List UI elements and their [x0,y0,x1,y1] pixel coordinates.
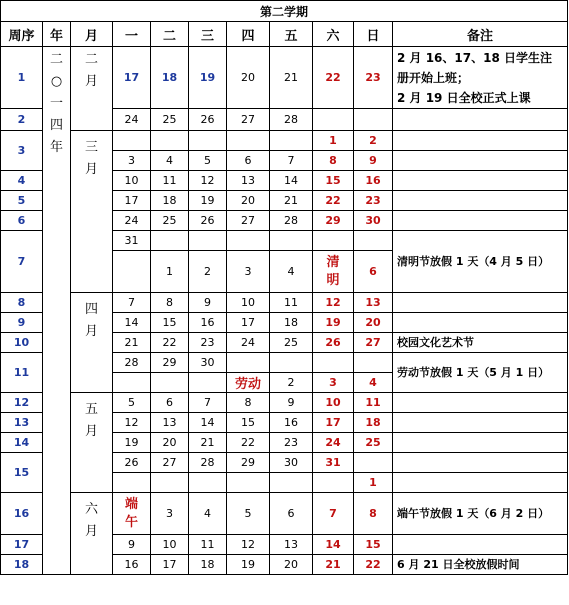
day-cell: 9 [189,293,227,313]
day-cell: 19 [189,47,227,109]
day-cell: 25 [354,433,393,453]
day-cell: 10 [313,393,354,413]
month-char: 月 [84,524,98,539]
note-w10: 校园文化艺术节 [393,333,568,353]
day-cell: 17 [227,313,270,333]
day-cell: 20 [227,191,270,211]
day-cell: 6 [354,251,393,293]
day-cell: 22 [313,47,354,109]
note-w16: 端午节放假 1 天（6 月 2 日） [393,493,568,535]
day-cell [354,231,393,251]
note-line: 册开始上班； [397,70,470,85]
table-row [1,393,568,413]
day-cell: 21 [270,47,313,109]
month-char: 月 [84,424,98,439]
week-number: 8 [1,293,43,313]
day-cell: 2 [270,373,313,393]
note-line: 2 月 19 日全校正式上课 [397,90,531,105]
note-empty [393,453,568,473]
day-cell [313,231,354,251]
day-cell: 19 [227,555,270,575]
note-empty [393,293,568,313]
month-char: 五 [84,402,98,417]
day-cell: 21 [270,191,313,211]
day-cell: 26 [313,333,354,353]
day-cell: 26 [189,109,227,131]
week-number: 14 [1,433,43,453]
day-cell: 17 [313,413,354,433]
week-number: 10 [1,333,43,353]
month-char: 月 [84,162,98,177]
day-cell: 29 [151,353,189,373]
week-number: 2 [1,109,43,131]
day-cell: 1 [354,473,393,493]
day-cell: 18 [270,313,313,333]
day-cell: 24 [113,211,151,231]
month-feb [71,47,113,131]
day-cell: 29 [313,211,354,231]
header-month: 月 [71,22,113,47]
day-cell: 24 [113,109,151,131]
day-cell: 24 [227,333,270,353]
day-cell [113,251,151,293]
day-cell: 26 [189,211,227,231]
day-cell: 14 [113,313,151,333]
day-cell: 6 [151,393,189,413]
day-cell: 10 [113,171,151,191]
day-cell: 12 [313,293,354,313]
header-mon: 一 [113,22,151,47]
week-number: 18 [1,555,43,575]
day-cell: 9 [113,535,151,555]
day-cell [227,353,270,373]
week-number: 3 [1,131,43,171]
day-cell: 13 [227,171,270,191]
day-cell: 30 [354,211,393,231]
day-cell: 4 [151,151,189,171]
day-cell: 16 [270,413,313,433]
day-cell: 15 [354,535,393,555]
day-cell: 22 [151,333,189,353]
day-cell: 11 [270,293,313,313]
day-cell: 27 [354,333,393,353]
note-empty [393,393,568,413]
header-wed: 三 [189,22,227,47]
day-cell: 15 [313,171,354,191]
day-cell: 8 [313,151,354,171]
day-cell: 20 [270,555,313,575]
day-cell: 23 [354,191,393,211]
day-cell: 14 [313,535,354,555]
day-cell: 11 [189,535,227,555]
table-row [1,493,568,535]
note-empty [393,313,568,333]
month-char: 六 [84,502,98,517]
day-cell [189,231,227,251]
week-number: 16 [1,493,43,535]
year-char: 四 [49,118,63,133]
week-number: 4 [1,171,43,191]
header-row [1,22,568,47]
day-cell: 18 [151,47,189,109]
table-row [1,293,568,313]
header-sat: 六 [313,22,354,47]
day-cell: 12 [189,171,227,191]
day-cell: 4 [189,493,227,535]
day-cell: 21 [189,433,227,453]
day-cell [227,473,270,493]
month-char: 三 [84,140,98,155]
week-number: 11 [1,353,43,393]
day-cell [270,131,313,151]
day-cell: 29 [227,453,270,473]
day-cell: 13 [354,293,393,313]
day-cell [189,373,227,393]
day-cell: 6 [227,151,270,171]
day-cell [113,131,151,151]
day-cell: 20 [151,433,189,453]
day-cell: 1 [151,251,189,293]
day-cell: 16 [189,313,227,333]
note-empty [393,151,568,171]
day-cell: 27 [227,211,270,231]
day-cell [151,131,189,151]
week-number: 17 [1,535,43,555]
day-cell: 26 [113,453,151,473]
header-week: 周序 [1,22,43,47]
day-cell: 3 [151,493,189,535]
day-cell: 8 [151,293,189,313]
day-cell: 7 [270,151,313,171]
week-number: 15 [1,453,43,493]
day-cell: 16 [113,555,151,575]
day-cell: 18 [189,555,227,575]
year-char: 一 [49,96,63,111]
week-number: 6 [1,211,43,231]
day-cell: 3 [113,151,151,171]
day-cell: 13 [270,535,313,555]
day-cell: 4 [354,373,393,393]
note-w18: 6 月 21 日全校放假时间 [393,555,568,575]
day-cell: 28 [189,453,227,473]
month-jun [71,493,113,575]
year-cell [43,47,71,575]
day-cell [189,473,227,493]
note-empty [393,473,568,493]
day-cell: 16 [354,171,393,191]
day-cell [313,353,354,373]
week-number: 12 [1,393,43,413]
day-cell [189,131,227,151]
week-number: 1 [1,47,43,109]
day-cell: 28 [270,211,313,231]
week-number: 5 [1,191,43,211]
day-cell: 3 [227,251,270,293]
day-cell [354,109,393,131]
week-number: 9 [1,313,43,333]
day-cell: 22 [313,191,354,211]
note-empty [393,131,568,151]
day-cell: 9 [354,151,393,171]
header-sun: 日 [354,22,393,47]
table-row [1,131,568,151]
header-fri: 五 [270,22,313,47]
day-cell: 2 [354,131,393,151]
day-cell [270,231,313,251]
day-cell [151,373,189,393]
day-cell [113,373,151,393]
day-cell: 2 [189,251,227,293]
day-cell [151,473,189,493]
day-cell: 27 [151,453,189,473]
month-char: 月 [84,324,98,339]
year-char: 二 [49,52,63,67]
week-number: 13 [1,413,43,433]
month-may [71,393,113,493]
day-cell: 18 [151,191,189,211]
day-cell: 7 [313,493,354,535]
day-cell: 30 [270,453,313,473]
day-cell: 20 [354,313,393,333]
day-cell: 3 [313,373,354,393]
day-cell: 19 [189,191,227,211]
day-cell: 12 [227,535,270,555]
day-cell: 31 [313,453,354,473]
day-cell: 5 [227,493,270,535]
day-cell: 22 [354,555,393,575]
day-cell: 8 [354,493,393,535]
day-cell: 端午 [113,493,151,535]
day-cell: 28 [270,109,313,131]
note-empty [393,109,568,131]
day-cell: 20 [227,47,270,109]
day-cell: 18 [354,413,393,433]
day-cell: 7 [113,293,151,313]
day-cell: 10 [227,293,270,313]
header-notes: 备注 [393,22,568,47]
day-cell: 23 [354,47,393,109]
note-w7: 清明节放假 1 天（4 月 5 日） [393,231,568,293]
day-cell: 15 [227,413,270,433]
day-cell [151,231,189,251]
note-line: 2 月 16、17、18 日学生注 [397,50,552,65]
note-empty [393,211,568,231]
day-cell: 11 [354,393,393,413]
day-cell: 12 [113,413,151,433]
day-cell: 21 [313,555,354,575]
day-cell: 9 [270,393,313,413]
day-cell: 10 [151,535,189,555]
day-cell [270,353,313,373]
week-number: 7 [1,231,43,293]
day-cell: 22 [227,433,270,453]
day-cell [354,453,393,473]
day-cell [227,231,270,251]
note-empty [393,535,568,555]
month-char: 月 [84,74,98,89]
day-cell: 31 [113,231,151,251]
day-cell: 清明 [313,251,354,293]
day-cell: 14 [189,413,227,433]
day-cell: 17 [113,47,151,109]
day-cell: 14 [270,171,313,191]
day-cell: 4 [270,251,313,293]
table-title: 第二学期 [1,1,568,22]
day-cell: 5 [189,151,227,171]
day-cell: 17 [151,555,189,575]
day-cell [113,473,151,493]
table-row [1,47,568,109]
day-cell: 25 [151,109,189,131]
note-empty [393,433,568,453]
day-cell: 19 [113,433,151,453]
day-cell: 劳动 [227,373,270,393]
day-cell: 13 [151,413,189,433]
header-year: 年 [43,22,71,47]
day-cell: 17 [113,191,151,211]
month-char: 二 [84,52,98,67]
note-empty [393,191,568,211]
day-cell: 25 [151,211,189,231]
day-cell [270,473,313,493]
day-cell: 8 [227,393,270,413]
month-char: 四 [84,302,98,317]
note-w1 [393,47,568,109]
note-w11: 劳动节放假 1 天（5 月 1 日） [393,353,568,393]
day-cell: 24 [313,433,354,453]
header-tue: 二 [151,22,189,47]
day-cell [354,353,393,373]
day-cell: 6 [270,493,313,535]
header-thu: 四 [227,22,270,47]
day-cell: 15 [151,313,189,333]
year-char: ○ [50,74,63,89]
year-char: 年 [49,140,63,155]
day-cell: 30 [189,353,227,373]
day-cell [313,109,354,131]
day-cell: 28 [113,353,151,373]
day-cell: 7 [189,393,227,413]
month-apr [71,293,113,393]
day-cell: 23 [270,433,313,453]
day-cell [313,473,354,493]
day-cell: 27 [227,109,270,131]
month-mar [71,131,113,293]
day-cell: 11 [151,171,189,191]
day-cell: 1 [313,131,354,151]
day-cell: 21 [113,333,151,353]
day-cell: 5 [113,393,151,413]
day-cell: 23 [189,333,227,353]
note-empty [393,171,568,191]
day-cell: 25 [270,333,313,353]
day-cell: 19 [313,313,354,333]
note-empty [393,413,568,433]
day-cell [227,131,270,151]
